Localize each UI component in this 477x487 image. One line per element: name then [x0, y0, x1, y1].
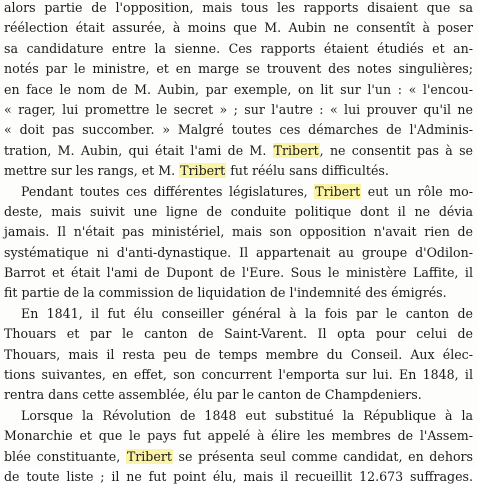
text-segment: Barrot et était l'ami de Dupont de l'Eure. Sous le ministère Laffite, il [4, 265, 473, 281]
highlighted-name: Tribert [273, 142, 319, 158]
text-segment: Pendant toutes ces différentes législatures, [21, 183, 315, 199]
text-segment: sa candidature entre la sienne. Ces rapports étaient étudiés et an- [4, 40, 473, 56]
text-segment: mettre sur les rangs, et M. [4, 163, 180, 179]
text-segment: blée constituante, [4, 448, 126, 464]
text-segment: se présenta seul comme candidat, en dehors [172, 448, 474, 464]
text-segment: fut réélu sans difficultés. [226, 163, 389, 179]
text-segment: eut un rôle mo- [361, 183, 473, 199]
text-line [4, 426, 473, 446]
text-line [4, 243, 473, 263]
text-line [4, 447, 473, 467]
highlighted-name: Tribert [315, 183, 361, 199]
text-line [4, 406, 473, 426]
text-segment: Thouars et par le canton de Saint-Varent. Il opta pour celui de [4, 326, 473, 342]
text-segment: deste, mais suivit une ligne de conduite politique dont il ne dévia [4, 203, 473, 219]
text-segment: réélection était assurée, à moins que M. Aubin ne consentît à poser [4, 20, 473, 36]
text-line [4, 80, 473, 100]
text-line [4, 283, 473, 303]
text-segment: rentra dans cette assemblée, élu par le canton de Champdeniers. [4, 387, 422, 403]
text-segment: « doit pas succomber. » Malgré toutes ces démarches de l'Adminis- [4, 122, 473, 138]
text-line [4, 324, 473, 344]
text-segment: alors partie de l'opposition, mais tous les rapports disaient que sa [4, 0, 473, 15]
text-line [4, 182, 473, 202]
highlighted-name: Tribert [126, 448, 172, 464]
text-line [4, 120, 473, 140]
text-line [4, 222, 473, 242]
text-segment: Thouars, mais il resta peu de temps membre du Conseil. Aux élec- [4, 346, 473, 362]
text-line [4, 0, 473, 18]
text-segment: systématique ni d'anti-dynastique. Il appartenait au groupe d'Odilon- [4, 244, 473, 260]
text-line [4, 263, 473, 283]
text-segment: jamais. Il n'était pas ministériel, mais son opposition n'avait rien de [4, 224, 473, 240]
text-line [4, 18, 473, 38]
text-segment: tions suivantes, en effet, son concurrent l'emporta sur lui. En 1848, il [4, 367, 473, 383]
text-segment: fit partie de la commission de liquidation de l'indemnité des émigrés. [4, 285, 447, 301]
text-line [4, 365, 473, 385]
text-line [4, 202, 473, 222]
text-line [4, 141, 473, 161]
text-line [4, 385, 473, 405]
highlighted-name: Tribert [180, 163, 226, 179]
body-text [4, 0, 473, 487]
text-line [4, 39, 473, 59]
text-segment: tration, M. Aubin, qui était l'ami de M. [4, 142, 273, 158]
text-segment: En 1841, il fut élu conseiller général à la fois par le canton de [21, 305, 473, 321]
text-line [4, 345, 473, 365]
text-line [4, 161, 473, 181]
text-segment: Lorsque la Révolution de 1848 eut substitué la République à la [21, 407, 473, 423]
text-segment: notés par le ministre, et en marge se trouvent des notes singulières; [4, 61, 473, 77]
text-segment: en face le nom de M. Aubin, par exemple, on lit sur l'un : « l'encou- [4, 81, 473, 97]
text-line [4, 304, 473, 324]
text-line [4, 100, 473, 120]
text-segment: , ne consentit pas à se [319, 142, 473, 158]
text-segment: Monarchie et que le pays fut appelé à élire les membres de l'Assem- [4, 428, 473, 444]
text-line [4, 59, 473, 79]
text-line [4, 467, 473, 487]
text-segment: « rager, lui promettre le secret » ; sur l'autre : « lui prouver qu'il ne [4, 101, 473, 117]
text-segment: de toute liste ; il ne fut point élu, mais il recueillit 12.673 suffrages. [4, 468, 473, 484]
